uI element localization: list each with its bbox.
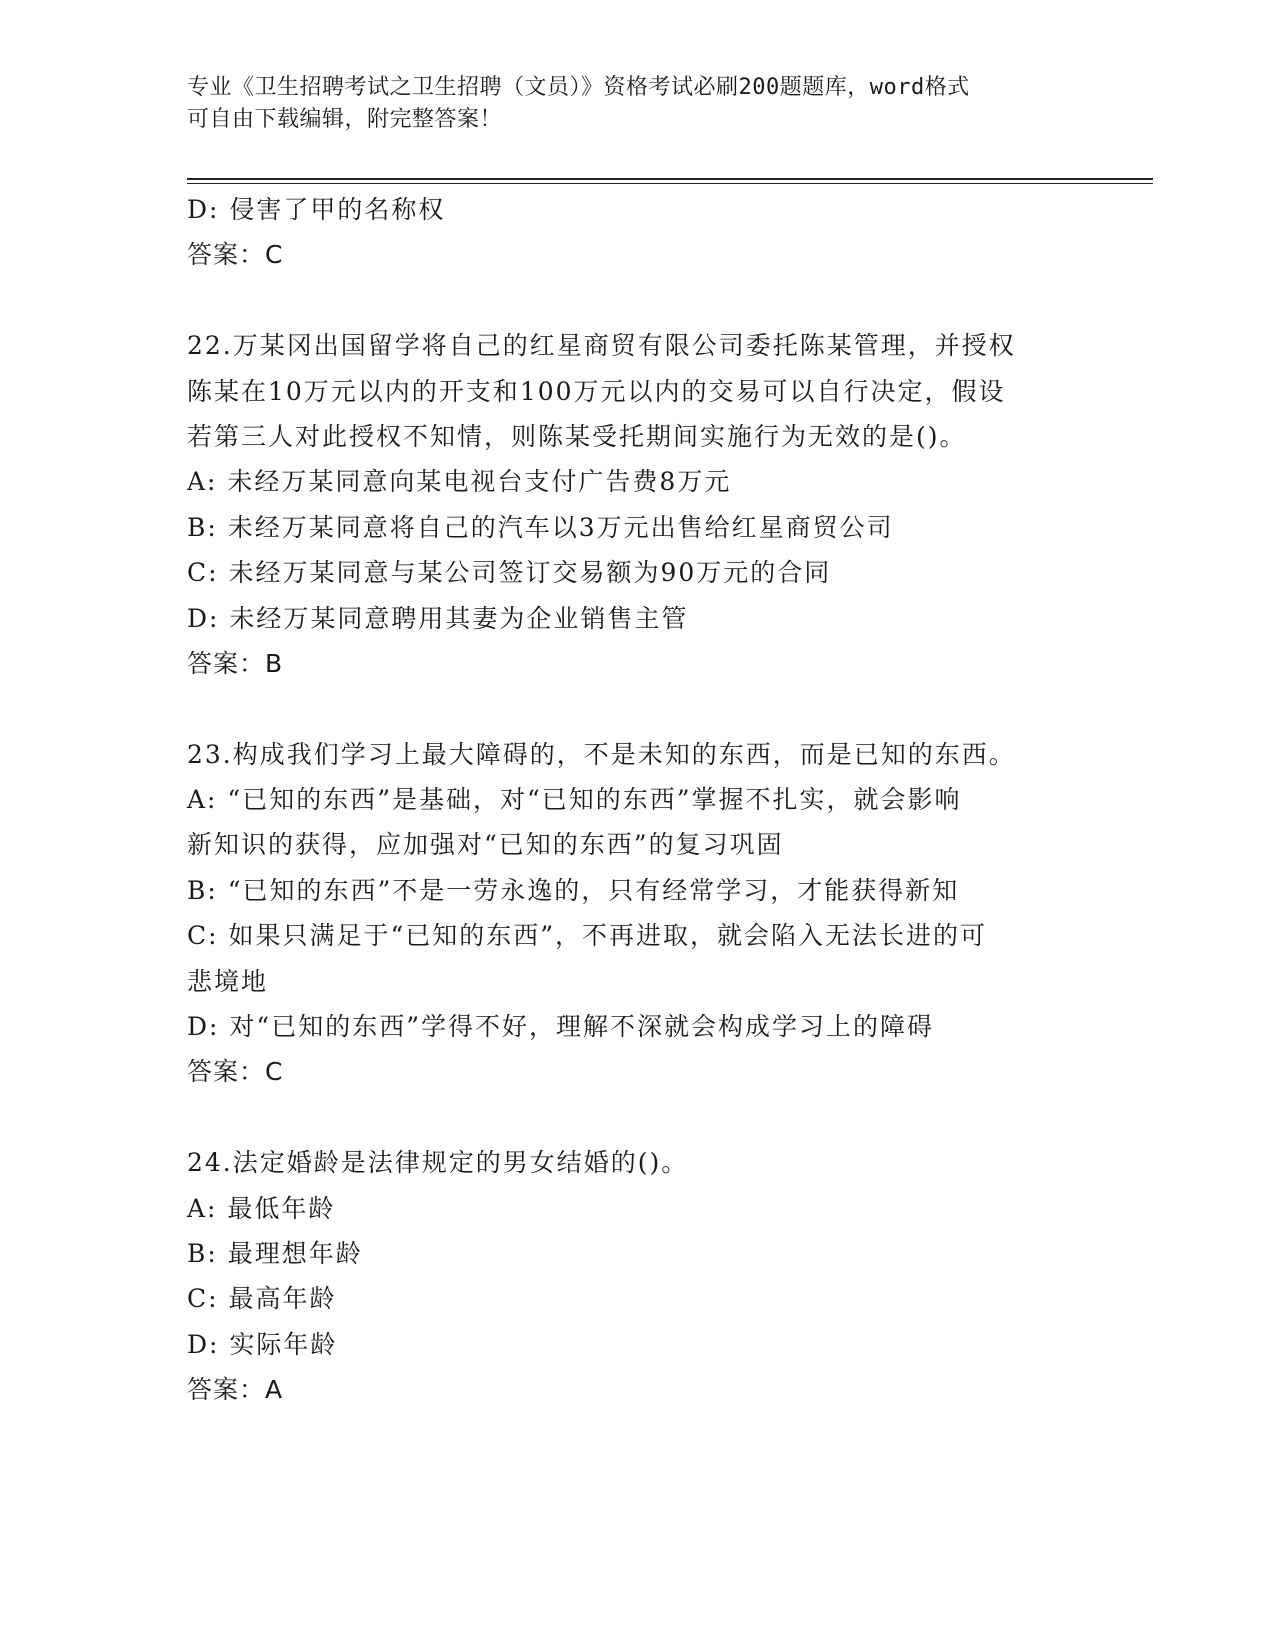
spacer	[187, 278, 1087, 323]
option-line: D: 侵害了甲的名称权	[187, 195, 446, 224]
option-line: A: “已知的东西”是基础，对“已知的东西”掌握不扎实，就会影响	[187, 785, 962, 815]
question-23	[187, 732, 1087, 1095]
spacer	[187, 1095, 1087, 1140]
option-line: 新知识的获得，应加强对“已知的东西”的复习巩固	[187, 830, 784, 860]
option-line: D: 对“已知的东西”学得不好，理解不深就会构成学习上的障碍	[187, 1012, 934, 1042]
question-21-tail	[187, 187, 1087, 278]
question-24	[187, 1140, 1087, 1412]
option-line: C: 如果只满足于“已知的东西”，不再进取，就会陷入无法长进的可	[187, 921, 988, 951]
answer-line: 答案：C	[187, 1057, 284, 1087]
option-line: A: 未经万某同意向某电视台支付广告费8万元	[187, 467, 732, 497]
question-stem-line: 22.万某冈出国留学将自己的红星商贸有限公司委托陈某管理，并授权	[187, 331, 1016, 361]
option-line: B: 最理想年龄	[187, 1238, 363, 1268]
answer-line: 答案：C	[187, 240, 284, 270]
question-stem-line: 23.构成我们学习上最大障碍的，不是未知的东西，而是已知的东西。	[187, 739, 1016, 769]
question-stem-line: 陈某在10万元以内的开支和100万元以内的交易可以自行决定，假设	[187, 376, 1006, 406]
option-line: C: 未经万某同意与某公司签订交易额为90万元的合同	[187, 558, 832, 588]
header-line-2: 可自由下载编辑，附完整答案！	[187, 107, 503, 132]
option-line: B: 未经万某同意将自己的汽车以3万元出售给红星商贸公司	[187, 512, 894, 542]
question-stem-line: 若第三人对此授权不知情，则陈某受托期间实施行为无效的是()。	[187, 421, 967, 451]
question-stem-line: 24.法定婚龄是法律规定的男女结婚的()。	[187, 1148, 689, 1178]
spacer	[187, 686, 1087, 731]
option-line: D: 实际年龄	[187, 1329, 338, 1359]
option-line: 悲境地	[187, 966, 269, 996]
answer-line: 答案：A	[187, 1375, 284, 1405]
question-list	[187, 187, 1087, 1413]
header-divider-thin	[187, 183, 1153, 184]
document-header	[187, 72, 1067, 136]
option-line: C: 最高年龄	[187, 1284, 337, 1314]
header-line-1: 专业《卫生招聘考试之卫生招聘（文员）》资格考试必刷200题题库，word格式	[187, 75, 970, 100]
option-line: D: 未经万某同意聘用其妻为企业销售主管	[187, 603, 689, 633]
option-line: A: 最低年龄	[187, 1193, 336, 1223]
header-divider-thick	[187, 178, 1153, 180]
answer-line: 答案：B	[187, 648, 284, 678]
option-line: B: “已知的东西”不是一劳永逸的，只有经常学习，才能获得新知	[187, 875, 960, 905]
question-22	[187, 323, 1087, 686]
